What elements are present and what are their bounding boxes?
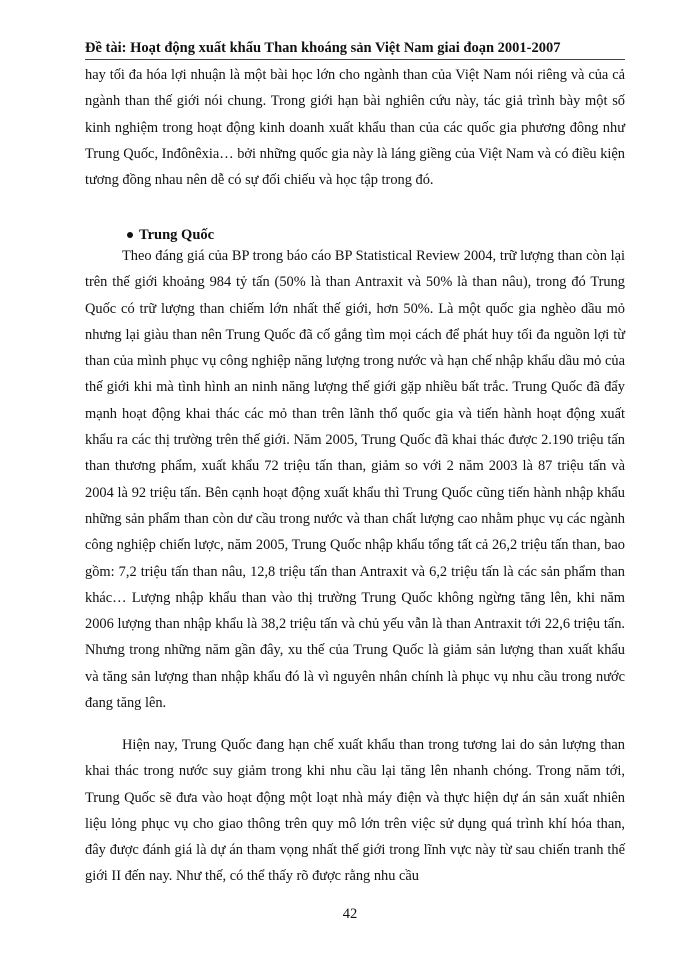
page-number: 42 (342, 906, 358, 922)
document-header-title: Đề tài: Hoạt động xuất khẩu Than khoáng sản Việt Nam giai đoạn 2001-2007 (85, 40, 561, 56)
intro-paragraph (85, 62, 625, 193)
body-paragraph-2 (85, 732, 625, 890)
intro-text: hay tối đa hóa lợi nhuận là một bài học lớn cho ngành than của Việt Nam nói riêng và của cả ngành than thế giới nói chung. Trong giới hạn bài nghiên cứu này, tác giả trình bày một số kinh nghiệm trong hoạt động kinh doanh xuất khẩu than của các quốc gia phương đông như Trung Quốc, Inđônêxia… bởi những quốc gia này là láng giềng của Việt Nam và có điều kiện tương đồng nhau nên dễ có sự đối chiếu và học tập trong đó. (85, 67, 625, 189)
body-paragraph-1 (85, 243, 625, 716)
bullet-icon (127, 232, 133, 238)
paragraph-text: Theo đáng giá của BP trong báo cáo BP Statistical Review 2004, trữ lượng than còn lại trên thế giới khoảng 984 tỷ tấn (50% là than Antraxit và 50% là than nâu), trong đó Trung Quốc có trữ lượng than chiếm lớn nhất thế giới, hơn 50%. Là một quốc gia nghèo dầu mỏ nhưng lại giàu than nên Trung Quốc đã cố gắng tìm mọi cách để phát huy tối đa nguồn lợi từ than của mình phục vụ công nghiệp năng lượng trong nước và hạn chế nhập khẩu dầu mỏ của thế giới khi mà tình hình an ninh năng lượng thế giới gặp nhiều bất trắc. Trung Quốc đã đẩy mạnh hoạt động khai thác các mỏ than trên lãnh thổ quốc gia và tiến hành hoạt động xuất khẩu ra các thị trường trên thế giới. Năm 2005, Trung Quốc đã khai thác được 2.190 triệu tấn than thương phẩm, xuất khẩu 72 triệu tấn than, giảm so với 2 năm 2003 là 87 triệu tấn và 2004 là 92 triệu tấn. Bên cạnh hoạt động xuất khẩu thì Trung Quốc cũng tiến hành nhập khẩu những sản phẩm than còn dư cầu trong nước và than chất lượng cao nhằm phục vụ các ngành công nghiệp chiến lược, năm 2005, Trung Quốc nhập khẩu tổng tất cả 26,2 triệu tấn than, bao gồm: 7,2 triệu tấn than nâu, 12,8 triệu tấn than Antraxit và 6,2 triệu tấn là các sản phẩm than khác… Lượng nhập khẩu than vào thị trường Trung Quốc không ngừng tăng lên, khi năm 2006 lượng than nhập khẩu là 38,2 triệu tấn và chủ yếu vẫn là than Antraxit tới 22,6 triệu tấn. Nhưng trong những năm gần đây, xu thế của Trung Quốc là giảm sản lượng than xuất khẩu và tăng sản lượng than nhập khẩu đó là vì nguyên nhân chính là phục vụ nhu cầu trong nước đang tăng lên. (85, 248, 625, 712)
section-heading-text: Trung Quốc (139, 227, 215, 243)
paragraph-text: Hiện nay, Trung Quốc đang hạn chế xuất khẩu than trong tương lai do sản lượng than khai thác trong nước suy giảm trong khi nhu cầu lại tăng lên nhanh chóng. Trong năm tới, Trung Quốc sẽ đưa vào hoạt động một loạt nhà máy điện và thực hiện dự án sản xuất nhiên liệu lỏng phục vụ cho giao thông trên quy mô lớn trên việc sử dụng quá trình khí hóa than, đây được đánh giá là dự án tham vọng nhất thế giới trong lĩnh vực này từ sau chiến tranh thế giới II đến nay. Như thế, có thể thấy rõ được rằng nhu cầu (85, 737, 625, 885)
header-divider (85, 59, 625, 60)
